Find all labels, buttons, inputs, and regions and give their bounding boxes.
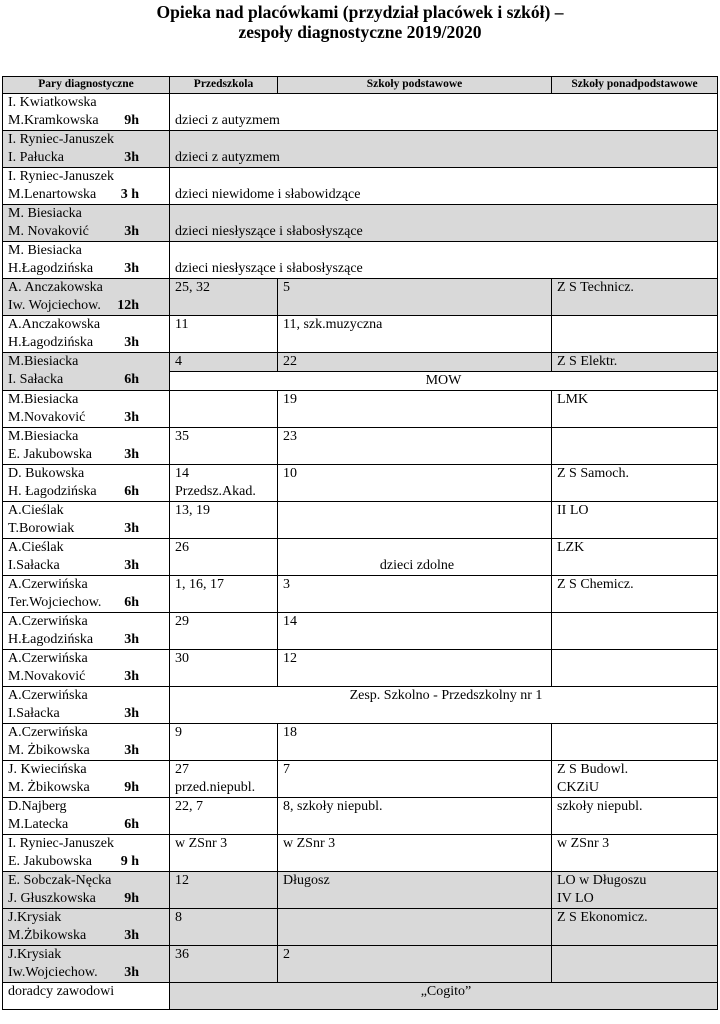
- preschool-cell: [170, 353, 718, 391]
- pair-name-2: [8, 112, 169, 130]
- secondary-cell: [552, 650, 718, 687]
- table-row: [3, 353, 718, 391]
- preschool-cell: [170, 316, 278, 353]
- pair-name-2-text: H. Łagodzińska: [8, 484, 97, 499]
- preschool-value: 36: [175, 947, 189, 962]
- specialization-cell: dzieci niesłyszące i słabosłyszące: [170, 205, 718, 242]
- primary-cell: Długosz: [278, 872, 552, 909]
- pair-cell: [3, 835, 170, 872]
- footer-value: „Cogito”: [170, 983, 718, 1010]
- secondary-cell: [552, 539, 718, 576]
- assignment-table: [2, 76, 718, 1010]
- pair-name-2: [8, 853, 169, 871]
- preschool-cell: [170, 650, 278, 687]
- hours-badge: 9h: [124, 780, 139, 795]
- primary-cell: 12: [278, 650, 552, 687]
- hours-badge: 3h: [124, 224, 139, 239]
- preschool-cell: [170, 798, 278, 835]
- preschool-value: 25, 32: [175, 280, 210, 295]
- pair-name-1: I. Ryniec-Januszek: [8, 836, 114, 851]
- preschool-cell: [170, 502, 278, 539]
- secondary-cell: [552, 391, 718, 428]
- pair-name-1: A.Czerwińska: [8, 688, 88, 703]
- preschool-cell: [170, 872, 278, 909]
- header-preschools: Przedszkola: [170, 77, 278, 94]
- primary-cell: 23: [278, 428, 552, 465]
- pair-name-1: A.Czerwińska: [8, 614, 88, 629]
- secondary-value: szkoły niepubl.: [557, 799, 643, 814]
- hours-badge: 6h: [124, 372, 139, 387]
- secondary-value: II LO: [557, 503, 589, 518]
- pair-cell: [3, 539, 170, 576]
- hours-badge: 9h: [124, 113, 139, 128]
- hours-badge: 6h: [124, 595, 139, 610]
- pair-cell: [3, 576, 170, 613]
- pair-name-2-text: M. Novaković: [8, 224, 89, 239]
- secondary-value: Z S Elektr.: [557, 354, 618, 369]
- preschool-cell: [170, 613, 278, 650]
- hours-badge: 3h: [124, 261, 139, 276]
- secondary-cell: [552, 724, 718, 761]
- specialization-cell: dzieci niesłyszące i słabosłyszące: [170, 242, 718, 279]
- pair-name-1: A.Czerwińska: [8, 577, 88, 592]
- secondary-cell: [552, 761, 718, 798]
- secondary-value: Z S Ekonomicz.: [557, 910, 648, 925]
- pair-name-1: A.Anczakowska: [8, 317, 101, 332]
- pair-cell: [3, 94, 170, 131]
- preschool-value: w ZSnr 3: [175, 836, 228, 851]
- secondary-value: Z S Budowl.: [557, 762, 629, 777]
- pair-name-2-text: E. Jakubowska: [8, 447, 92, 462]
- hours-badge: 3h: [124, 447, 139, 462]
- hours-badge: 3h: [124, 558, 139, 573]
- pair-name-1: A.Czerwińska: [8, 651, 88, 666]
- pair-name-2-text: I. Sałacka: [8, 372, 64, 387]
- specialization-cell: dzieci z autyzmem: [170, 94, 718, 131]
- pair-name-2-text: M.Novaković: [8, 410, 86, 425]
- preschool-cell: [170, 428, 278, 465]
- secondary-value-2: CKZiU: [557, 780, 599, 795]
- primary-cell: w ZSnr 3: [278, 835, 552, 872]
- pair-name-1: I. Ryniec-Januszek: [8, 132, 114, 147]
- table-row: [3, 613, 718, 650]
- pair-name-1: D.Najberg: [8, 799, 67, 814]
- pair-cell: [3, 205, 170, 242]
- primary-cell: 8, szkoły niepubl.: [278, 798, 552, 835]
- preschool-value: 9: [175, 725, 182, 740]
- pair-name-1: J. Kwiecińska: [8, 762, 87, 777]
- preschool-value: 29: [175, 614, 189, 629]
- header-pairs: Pary diagnostyczne: [3, 77, 170, 94]
- preschool-cell: [170, 279, 278, 316]
- pair-cell: [3, 242, 170, 279]
- table-row: [3, 168, 718, 205]
- pair-cell: [3, 761, 170, 798]
- pair-name-2: [8, 816, 169, 834]
- table-row: [3, 761, 718, 798]
- pair-name-1: I. Kwiatkowska: [8, 95, 97, 110]
- hours-badge: 6h: [124, 817, 139, 832]
- pair-name-2-text: H.Łagodzińska: [8, 335, 94, 350]
- pair-name-2-text: M.Lenartowska: [8, 187, 97, 202]
- secondary-cell: [552, 576, 718, 613]
- pair-name-1: A.Cieślak: [8, 540, 64, 555]
- pair-name-1: A. Anczakowska: [8, 280, 103, 295]
- pair-name-2: [8, 260, 169, 278]
- pair-cell: [3, 168, 170, 205]
- hours-badge: 3h: [124, 335, 139, 350]
- primary-cell: 11, szk.muzyczna: [278, 316, 552, 353]
- primary-cell: 5: [278, 279, 552, 316]
- secondary-value: w ZSnr 3: [557, 836, 610, 851]
- pair-name-2: [8, 705, 169, 723]
- preschool-value: 11: [175, 317, 189, 332]
- header-secondary: Szkoły ponadpodstawowe: [552, 77, 718, 94]
- pair-name-1: J.Krysiak: [8, 910, 62, 925]
- pair-cell: [3, 909, 170, 946]
- pair-name-1: I. Ryniec-Januszek: [8, 169, 114, 184]
- preschool-value: 22, 7: [175, 799, 203, 814]
- preschool-cell: [170, 724, 278, 761]
- pair-name-2: [8, 964, 169, 982]
- pair-cell: [3, 279, 170, 316]
- pair-name-2: [8, 668, 169, 686]
- hours-badge: 3 h: [120, 187, 139, 202]
- pair-name-1: A.Cieślak: [8, 503, 64, 518]
- primary-cell: 18: [278, 724, 552, 761]
- preschool-cell: [170, 391, 278, 428]
- table-row: [3, 539, 718, 576]
- pair-name-2-text: M.Novaković: [8, 669, 86, 684]
- hours-badge: 12h: [117, 298, 139, 313]
- pair-cell: [3, 465, 170, 502]
- pair-name-2: [8, 557, 169, 575]
- preschool-value: 12: [175, 873, 189, 888]
- preschool-cell: [170, 539, 278, 576]
- pair-name-2-text: M. Żbikowska: [8, 780, 90, 795]
- pair-name-1: M.Biesiacka: [8, 429, 79, 444]
- hours-badge: 3h: [124, 669, 139, 684]
- pair-name-1: J.Krysiak: [8, 947, 62, 962]
- pair-name-2-text: I. Pałucka: [8, 150, 64, 165]
- secondary-cell: [552, 946, 718, 983]
- secondary-value: LMK: [557, 392, 589, 407]
- pair-name-2-text: I.Sałacka: [8, 558, 60, 573]
- pair-cell: [3, 391, 170, 428]
- mow-top-line: [170, 353, 717, 372]
- hours-badge: 3h: [124, 410, 139, 425]
- primary-cell: 14: [278, 613, 552, 650]
- preschool-cell: [170, 909, 278, 946]
- pair-name-2: [8, 409, 169, 427]
- secondary-cell: [552, 835, 718, 872]
- pair-cell: [3, 946, 170, 983]
- table-row: [3, 798, 718, 835]
- secondary-cell: [552, 502, 718, 539]
- pair-name-1: D. Bukowska: [8, 466, 85, 481]
- table-row: [3, 576, 718, 613]
- specialization-cell: dzieci z autyzmem: [170, 131, 718, 168]
- preschool-value: 27: [175, 762, 189, 777]
- table-row: [3, 94, 718, 131]
- preschool-cell: [170, 946, 278, 983]
- table-header-row: [3, 77, 718, 94]
- pair-name-2: [8, 742, 169, 760]
- secondary-cell: [552, 465, 718, 502]
- pair-name-2: [8, 890, 169, 908]
- primary-cell: 2: [278, 946, 552, 983]
- pair-name-2-text: Ter.Wojciechow.: [8, 595, 102, 610]
- table-row: [3, 946, 718, 983]
- pair-name-2: [8, 520, 169, 538]
- secondary-cell: [552, 279, 718, 316]
- hours-badge: 6h: [124, 484, 139, 499]
- table-row: [3, 242, 718, 279]
- preschool-value: 1, 16, 17: [175, 577, 224, 592]
- preschool-value-2: przed.niepubl.: [175, 780, 256, 795]
- hours-badge: 9 h: [120, 854, 139, 869]
- preschool-cell: [170, 576, 278, 613]
- pair-name-2-text: Iw. Wojciechow.: [8, 298, 101, 313]
- secondary-value: Z S Chemicz.: [557, 577, 634, 592]
- pair-name-2-text: M.Latecka: [8, 817, 69, 832]
- table-row-footer: [3, 983, 718, 1010]
- secondary-cell: [552, 872, 718, 909]
- table-row: [3, 428, 718, 465]
- table-row: [3, 391, 718, 428]
- pair-cell: [3, 131, 170, 168]
- pair-name-2: [8, 446, 169, 464]
- secondary-value-2: IV LO: [557, 891, 594, 906]
- hours-badge: 3h: [124, 632, 139, 647]
- primary-cell: [278, 909, 552, 946]
- secondary-cell: [552, 428, 718, 465]
- table-row: [3, 872, 718, 909]
- pair-name-1: E. Sobczak-Nęcka: [8, 873, 112, 888]
- primary-cell: 7: [278, 761, 552, 798]
- pair-name-1: M.Biesiacka: [8, 354, 79, 369]
- hours-badge: 3h: [124, 743, 139, 758]
- mow-label: MOW: [170, 372, 717, 390]
- pair-name-2: [8, 594, 169, 612]
- secondary-value: Z S Technicz.: [557, 280, 634, 295]
- secondary-cell: [552, 613, 718, 650]
- pair-name-2-text: H.Łagodzińska: [8, 261, 94, 276]
- hours-badge: 3h: [124, 706, 139, 721]
- preschool-cell: [170, 761, 278, 798]
- table-row: [3, 465, 718, 502]
- pair-name-1: A.Czerwińska: [8, 725, 88, 740]
- pair-name-2-text: M. Żbikowska: [8, 743, 90, 758]
- pair-name-2: [8, 223, 169, 241]
- pair-cell: [3, 316, 170, 353]
- pair-name-2: [8, 483, 169, 501]
- hours-badge: 3h: [124, 150, 139, 165]
- primary-cell: [278, 502, 552, 539]
- pair-name-2-text: H.Łagodzińska: [8, 632, 94, 647]
- hours-badge: 3h: [124, 965, 139, 980]
- pair-cell: [3, 650, 170, 687]
- hours-badge: 9h: [124, 891, 139, 906]
- pair-name-2: [8, 631, 169, 649]
- preschool-cell: [170, 465, 278, 502]
- primary-cell: dzieci zdolne: [278, 539, 552, 576]
- pair-name-2-text: I.Sałacka: [8, 706, 60, 721]
- hours-badge: 3h: [124, 928, 139, 943]
- footer-label: doradcy zawodowi: [3, 983, 170, 1010]
- secondary-cell: [552, 316, 718, 353]
- table-row: [3, 687, 718, 724]
- secondary-cell: [552, 909, 718, 946]
- pair-name-1: M. Biesiacka: [8, 243, 82, 258]
- preschool-value: 30: [175, 651, 189, 666]
- primary-cell: 19: [278, 391, 552, 428]
- pair-cell: [3, 724, 170, 761]
- header-primary: Szkoły podstawowe: [278, 77, 552, 94]
- pair-name-2-text: Iw.Wojciechow.: [8, 965, 98, 980]
- preschool-value: 14: [175, 466, 189, 481]
- preschool-value: 13, 19: [175, 503, 210, 518]
- title-line-2: zespoły diagnostyczne 2019/2020: [238, 22, 482, 42]
- pair-name-2-text: M.Żbikowska: [8, 928, 87, 943]
- pair-cell: [3, 613, 170, 650]
- specialization-cell: dzieci niewidome i słabowidzące: [170, 168, 718, 205]
- school-complex-cell: Zesp. Szkolno - Przedszkolny nr 1: [170, 687, 718, 724]
- pair-name-2: [8, 297, 169, 315]
- pair-name-2-text: T.Borowiak: [8, 521, 75, 536]
- pair-name-2-text: M.Kramkowska: [8, 113, 99, 128]
- title-line-1: Opieka nad placówkami (przydział placówek i szkół) –: [156, 2, 564, 22]
- secondary-value: LO w Długoszu: [557, 873, 647, 888]
- primary-value: 22: [278, 353, 552, 371]
- hours-badge: 3h: [124, 521, 139, 536]
- pair-name-1: M. Biesiacka: [8, 206, 82, 221]
- table-row: [3, 131, 718, 168]
- pair-cell: [3, 428, 170, 465]
- pair-name-2-text: E. Jakubowska: [8, 854, 92, 869]
- table-row: [3, 835, 718, 872]
- pair-name-2: [8, 927, 169, 945]
- table-row: [3, 205, 718, 242]
- pair-name-2: [8, 371, 169, 389]
- preschool-value: 35: [175, 429, 189, 444]
- secondary-value: Z S Samoch.: [557, 466, 629, 481]
- preschool-value-2: Przedsz.Akad.: [175, 484, 256, 499]
- secondary-cell: [552, 798, 718, 835]
- table-row: [3, 909, 718, 946]
- pair-name-1: M.Biesiacka: [8, 392, 79, 407]
- table-row: [3, 502, 718, 539]
- preschool-cell: [170, 835, 278, 872]
- primary-cell: 10: [278, 465, 552, 502]
- pair-cell: [3, 798, 170, 835]
- primary-cell: 3: [278, 576, 552, 613]
- secondary-value: LZK: [557, 540, 585, 555]
- pair-cell: [3, 872, 170, 909]
- table-row: [3, 316, 718, 353]
- preschool-value: 8: [175, 910, 182, 925]
- pair-name-2: [8, 779, 169, 797]
- table-row: [3, 650, 718, 687]
- pair-name-2: [8, 334, 169, 352]
- preschool-value: 26: [175, 540, 189, 555]
- pair-name-2-text: J. Głuszkowska: [8, 891, 96, 906]
- table-row: [3, 724, 718, 761]
- pair-cell: [3, 502, 170, 539]
- pair-name-2: [8, 186, 169, 204]
- pair-name-2: [8, 149, 169, 167]
- table-row: [3, 279, 718, 316]
- pair-cell: [3, 353, 170, 391]
- preschool-value: 4: [170, 353, 278, 371]
- pair-cell: [3, 687, 170, 724]
